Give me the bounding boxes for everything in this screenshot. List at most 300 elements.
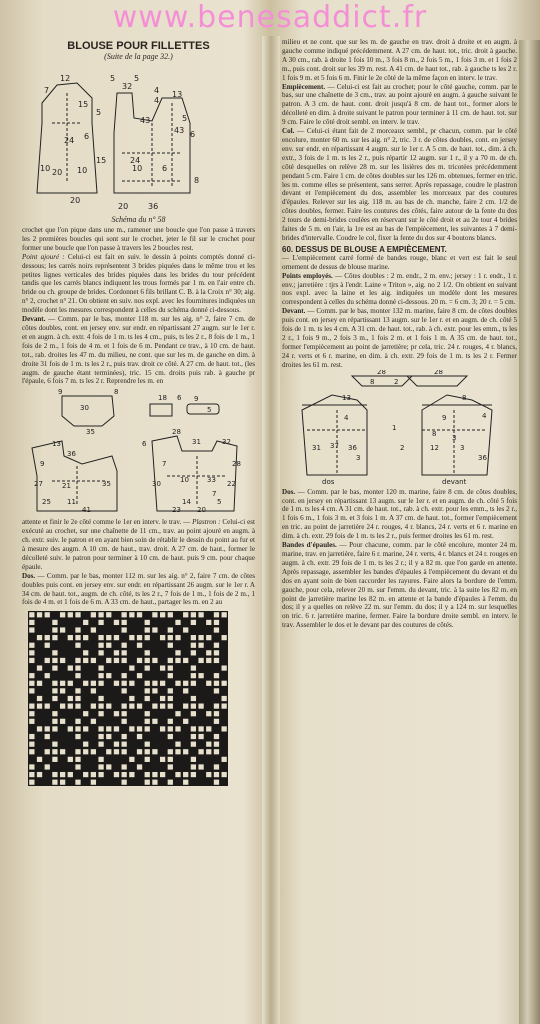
grid-cell: [145, 750, 150, 755]
diagram60-label: 9: [442, 413, 447, 422]
diagram58-label: 5: [110, 74, 116, 83]
grid-cell: [37, 681, 42, 686]
diagram58-label: 7: [44, 86, 50, 95]
grid-cell: [168, 643, 173, 648]
grid-cell: [83, 681, 88, 686]
grid-cell: [75, 757, 80, 762]
grid-cell: [152, 689, 157, 694]
grid-cell: [168, 635, 173, 640]
grid-cell: [145, 696, 150, 701]
grid-cell: [198, 643, 203, 648]
grid-cell: [175, 635, 180, 640]
grid-cell: [37, 727, 42, 732]
grid-cell: [91, 613, 96, 618]
grid-cell: [91, 628, 96, 633]
grid-cell: [114, 711, 119, 716]
grid-cell: [183, 681, 188, 686]
grid-cell: [214, 651, 219, 656]
grid-cell: [29, 750, 34, 755]
grid-cell: [45, 734, 50, 739]
grid-cell: [98, 635, 103, 640]
diagram58-label: 10: [77, 166, 88, 175]
grid-cell: [83, 658, 88, 663]
grid-cell: [98, 727, 103, 732]
grid-cell: [145, 719, 150, 724]
grid-cell: [29, 742, 34, 747]
grid-cell: [152, 628, 157, 633]
grid-cell: [68, 727, 73, 732]
grid-cell: [122, 643, 127, 648]
bandes-label: Bandes d'épaules.: [282, 541, 337, 550]
grid-cell: [198, 673, 203, 678]
diagram2-label: 33: [207, 476, 216, 485]
diagram60-label: 2: [400, 443, 405, 452]
diagram60-label: 4: [344, 413, 349, 422]
dos-label: Dos.: [22, 571, 36, 580]
grid-cell: [98, 666, 103, 671]
diagram2-label: 27: [34, 480, 43, 489]
diagram58-label: 13: [172, 90, 183, 99]
grid-cell: [191, 613, 196, 618]
diagram60-label: 28: [434, 369, 443, 376]
watermark-text: www.benesaddict.fr: [112, 0, 428, 35]
stitch-grid-chart: [28, 611, 228, 786]
grid-cell: [145, 651, 150, 656]
grid-cell: [145, 711, 150, 716]
grid-cell: [37, 757, 42, 762]
diagram2-label: 9: [40, 460, 45, 469]
grid-cell: [214, 643, 219, 648]
grid-cell: [168, 673, 173, 678]
grid-cell: [183, 780, 188, 785]
grid-cell: [60, 613, 65, 618]
diagram60-label: 3: [356, 453, 361, 462]
grid-cell: [191, 620, 196, 625]
grid-cell: [52, 780, 57, 785]
col-label: Col.: [282, 127, 295, 136]
grid-cell: [214, 734, 219, 739]
grid-cell: [168, 750, 173, 755]
grid-cell: [122, 658, 127, 663]
grid-cell: [83, 742, 88, 747]
grid-cell: [98, 704, 103, 709]
diagram60-label: dos: [322, 477, 335, 486]
grid-cell: [45, 750, 50, 755]
diagram58-label: 24: [130, 156, 141, 165]
grid-cell: [29, 704, 34, 709]
grid-cell: [75, 673, 80, 678]
grid-cell: [29, 719, 34, 724]
diagram58-label: 15: [96, 156, 107, 165]
grid-cell: [191, 635, 196, 640]
grid-cell: [29, 673, 34, 678]
col-paragraph: [282, 127, 517, 243]
grid-cell: [222, 757, 227, 762]
grid-cell: [129, 727, 134, 732]
grid-cell: [168, 757, 173, 762]
article-subtitle: (Suite de la page 32.): [104, 52, 173, 61]
grid-cell: [91, 780, 96, 785]
grid-cell: [214, 772, 219, 777]
diagram58-label: 10: [40, 164, 51, 173]
grid-cell: [129, 696, 134, 701]
point-ajoure-label: Point ajouré :: [22, 252, 65, 261]
grid-cell: [206, 635, 211, 640]
grid-cell: [98, 643, 103, 648]
grid-cell: [52, 620, 57, 625]
grid-cell: [145, 666, 150, 671]
diagram60-label: 13: [342, 393, 351, 402]
diagram2-label: 11: [67, 498, 76, 507]
grid-cell: [83, 620, 88, 625]
grid-cell: [98, 765, 103, 770]
grid-cell: [29, 681, 34, 686]
grid-cell: [222, 613, 227, 618]
diagram58-label: 32: [122, 82, 133, 91]
grid-cell: [98, 673, 103, 678]
grid-cell: [29, 628, 34, 633]
grid-cell: [137, 673, 142, 678]
points-employes-label: Points employés.: [282, 271, 333, 280]
grid-cell: [114, 651, 119, 656]
grid-cell: [198, 727, 203, 732]
grid-cell: [122, 719, 127, 724]
grid-cell: [122, 734, 127, 739]
grid-cell: [114, 658, 119, 663]
grid-cell: [191, 757, 196, 762]
grid-cell: [222, 704, 227, 709]
diagram60-label: 1: [392, 423, 397, 432]
grid-cell: [214, 613, 219, 618]
devant-60-text: — Comm. par le bas, monter 132 m. marine, faire 8 cm. de côtes doubles puis cont. en jersey en répartissant 13 augm. sur le 1er r. et en augm. de ch. côté 5 fois de 1 m. ts les 4 cm. A 31 cm. de haut. tot., rab. à ch. extr. pour les emm., ts les 2 r., 1 fois 9 m., 2 fois 3 m., 1 fois 2 m. et 1 fois 1 m. A 35 cm. de haut. tot., former l'empiècement au point de jarretière; pr cela, tric. 24 r. rouges, 4 r. blancs, 24 r. verts et 6 r. marine, en dim. à ch. extr. 29 fois de 1 m. ts les 2 r. Fermer droites les 61 m. rest.: [282, 307, 517, 369]
diagram58-label: 43: [140, 116, 151, 125]
grid-cell: [75, 765, 80, 770]
diagram60-label: 28: [377, 369, 386, 376]
grid-cell: [114, 727, 119, 732]
grid-cell: [160, 613, 165, 618]
grid-cell: [168, 765, 173, 770]
grid-cell: [75, 727, 80, 732]
diagram58-label: 5: [134, 74, 140, 83]
bandes-text: — Pour chacune, comm. par le côté encolure, monter 24 m. marine, trav. en jarretière, faire 6 r. marine, 24 r. verts, 4 r. blancs et 24 r. rouges en augm. à ch. extr. 29 fois de 1 m. ts les 2 r.; il y a 82 m. que l'on garde en attente. Après repassage, assembler les bandes d'épaules à l'empiècement du devant et du dos en ayant soin de bien raccorder les rayures. Faire alors la bordure de l'emm. gauche, pour cela, relever 20 m. sur l'emm. du devant, tric. à la suite les 82 m. en point de jarretière marine les 82 m. en attente et la bande d'épaules à l'emm. du dos; il y a quelles on relève 22 m. sur l'emm. du dos; il y a 124 m. sur lesquelles on tric. 6 r. jarretière marine, fermer. Faire la bordure droite sembl. en interv. le trav. Assembler le dos et le devant par des coutures de côtés.: [282, 541, 517, 630]
grid-cell: [175, 772, 180, 777]
left-column: [22, 38, 255, 1024]
grid-cell: [60, 689, 65, 694]
grid-cell: [83, 727, 88, 732]
grid-cell: [68, 696, 73, 701]
grid-cell: [191, 681, 196, 686]
grid-cell: [37, 704, 42, 709]
pattern-diagram-2: [22, 386, 255, 518]
diagram60-label: 3: [460, 443, 465, 452]
grid-cell: [45, 635, 50, 640]
diagram58-label: 4: [154, 96, 160, 105]
right-column: [282, 38, 517, 1024]
empiecement-paragraph: [282, 83, 517, 128]
grid-cell: [214, 681, 219, 686]
grid-cell: [29, 780, 34, 785]
grid-cell: [206, 658, 211, 663]
grid-cell: [106, 734, 111, 739]
grid-cell: [52, 681, 57, 686]
grid-cell: [52, 658, 57, 663]
diagram58-label: 4: [154, 86, 160, 95]
diagram2-label: 28: [232, 460, 241, 469]
grid-cell: [160, 704, 165, 709]
pattern-diagram-60: [282, 370, 517, 488]
diagram58-label: 15: [78, 100, 89, 109]
devant-paragraph: [22, 315, 255, 386]
diagram2-label: 13: [52, 440, 61, 449]
grid-cell: [160, 757, 165, 762]
grid-cell: [160, 772, 165, 777]
diagram58-label: 36: [148, 202, 159, 211]
grid-cell: [106, 765, 111, 770]
grid-cell: [152, 750, 157, 755]
grid-cell: [91, 719, 96, 724]
diagram60-label: 31: [312, 443, 321, 452]
grid-cell: [106, 643, 111, 648]
grid-cell: [222, 635, 227, 640]
grid-cell: [191, 696, 196, 701]
diagram2-label: 6: [142, 440, 147, 449]
grid-cell: [183, 719, 188, 724]
grid-cell: [183, 628, 188, 633]
plastron-text: Celui-ci est exécuté au crochet, sur une chaînette de 11 cm., trav. au point ajouré en augm. à ch. extr. suiv. le patron et en ayant bien soin de rétablir le dessin du point au fur et à mesure des augm. A 10 cm. de haut., trav. droit. A 27 cm. de haut., former le décolleté suiv. le patron pour terminer à 10 cm. de haut. puis 9 cm. pour chaque épaule.: [22, 518, 255, 571]
grid-cell: [175, 727, 180, 732]
diagram58-label: 6: [162, 164, 168, 173]
grid-cell: [137, 613, 142, 618]
grid-cell: [29, 658, 34, 663]
section-heading-60: 60. DESSUS DE BLOUSE A EMPIÈCEMENT.: [282, 244, 447, 254]
grid-cell: [214, 628, 219, 633]
grid-cell: [114, 620, 119, 625]
grid-cell: [75, 719, 80, 724]
grid-cell: [206, 681, 211, 686]
grid-cell: [137, 750, 142, 755]
grid-cell: [106, 613, 111, 618]
diagram2-label: 20: [197, 506, 206, 515]
grid-cell: [45, 704, 50, 709]
diagram60-label: 8: [370, 377, 375, 386]
grid-cell: [168, 689, 173, 694]
grid-cell: [122, 613, 127, 618]
grid-cell: [29, 620, 34, 625]
grid-cell: [122, 681, 127, 686]
grid-cell: [198, 704, 203, 709]
grid-cell: [122, 628, 127, 633]
grid-cell: [129, 704, 134, 709]
diagram2-label: 32: [222, 438, 231, 447]
grid-cell: [45, 613, 50, 618]
grid-cell: [37, 613, 42, 618]
diagram58-label: 12: [60, 74, 71, 83]
devant-text: — Comm. par le bas, monter 118 m. sur les aig. n° 2, faire 7 cm. de côtes doubles, cont. en jersey env. sur endr. en répartissant 27 augm. sur le 1er r. et en augm. à ch. extr. 4 fois de 1 m. ts les 4 cm., puis, ts les 2 r., 8 fois de 1 m., 1 fois de 2 m., 1 fois de 4 m. et 1 fois de 6 m. Pendant ce trav., à 10 cm. de haut. tot., rab. droites les 47 m. du milieu, ne cont. que sur les m. de gauche en dim. à droite 31 fois de 1 m. ts les 2 r., puis trav. droit ce côté. A 27 cm. de haut. tot., (les augm. de gauche étant terminées), tric. 15 cm. droits puis rab. à gauche pr l'épaule, 6 fois 7 m. ts les 2 r. Reprendre les m. en: [22, 315, 255, 386]
grid-cell: [168, 704, 173, 709]
grid-cell: [122, 673, 127, 678]
grid-cell: [145, 780, 150, 785]
grid-cell: [168, 719, 173, 724]
grid-cell: [91, 772, 96, 777]
grid-cell: [75, 666, 80, 671]
diagram60-label: devant: [442, 477, 467, 486]
grid-cell: [114, 635, 119, 640]
pattern-diagram-58: [22, 63, 255, 213]
grid-cell: [45, 673, 50, 678]
grid-cell: [75, 643, 80, 648]
grid-cell: [175, 651, 180, 656]
diagram2-label: 30: [152, 480, 161, 489]
grid-cell: [137, 643, 142, 648]
grid-cell: [214, 658, 219, 663]
grid-cell: [152, 772, 157, 777]
grid-cell: [75, 704, 80, 709]
grid-cell: [98, 620, 103, 625]
grid-cell: [222, 681, 227, 686]
grid-cell: [75, 689, 80, 694]
grid-cell: [214, 689, 219, 694]
grid-cell: [183, 750, 188, 755]
diagram58-label: 24: [64, 136, 75, 145]
grid-cell: [129, 613, 134, 618]
grid-cell: [52, 696, 57, 701]
grid-cell: [60, 719, 65, 724]
diagram60-label: 37: [330, 441, 339, 450]
grid-cell: [129, 772, 134, 777]
grid-cell: [98, 734, 103, 739]
grid-cell: [91, 681, 96, 686]
grid-cell: [206, 620, 211, 625]
diagram2-label: 10: [180, 476, 189, 485]
grid-cell: [214, 704, 219, 709]
grid-cell: [60, 772, 65, 777]
diagram60-label: 2: [394, 377, 399, 386]
grid-cell: [160, 666, 165, 671]
diagram2-label: 35: [102, 480, 111, 489]
grid-cell: [222, 696, 227, 701]
grid-cell: [145, 658, 150, 663]
col-text: — Celui-ci étant fait de 2 morceaux sembl., pr chacun, comm. par le côté encolure, monter 60 m. sur les aig. n° 2, tric. 3 r. de côtes doubles, cont. en jersey env. sur endr. en répartissant 4 augm. sur le 1er r. A 5 cm. de haut. tot., dim. à ch. extr., 3 fois de 1 m. ts les 2 r., puis répartir 12 augm. sur 1 r., il y a 70 m. de ch. côté desquelles on relève 28 m. sur les lisières des m. tricotées précédemment pendant 5 cm. Faire 1 cm. de côtes doubles sur les 126 m. obtenues, fermer en tric. les m. comme elles se présentent, sans serrer. Après repassage, coudre le plastron devant et l'empiècement du dos, assembler les morceaux par des coutures d'épaules. Relever sur les aig. 118 m. au bas de ch. manche, faire 2 cm. 1/2 de côtes doubles, fermer. Faire les coutures des côtés, faire autour de la fente du dos 2 tours de demi-brides coulées en réservant sur le côté droit et au 2e tour 4 brides faites de 5 m. en l'air, la 1re est au bas de l'empiècement, les suivantes à 7 demi-brides d'intervalle. Coudre le col, fixer la fente du dos sur 4 boutons blancs.: [282, 127, 518, 242]
diagram-caption: Schéma du n° 58: [111, 215, 166, 224]
plastron-lead: attente et finir le 2e côté comme le 1er en interv. le trav. —: [22, 518, 191, 527]
point-ajoure-text: Celui-ci est fait en suiv. le dessin à points comptés donné ci-dessous; les carrés noirs représentent 3 brides piquées dans le même trou et les petites lignes verticales des brides piquées dans les brides du tour précédent tandis que les carrés blancs indiquent les trous formés par 1 m. en l'air entre ch. bride ou ch. groupe de brides. Cordonnet 6 fils brillant C. B. à la Croix n° 30; aig. n° 2, crochet n° 21. On obtient en suiv. nos expl. avec les fournitures indiquées un modèle dont les mesures correspondent à celles du schéma donné ci-dessous.: [22, 252, 255, 315]
book-spine: [262, 36, 280, 1024]
article-title: BLOUSE POUR FILLETTES: [67, 40, 210, 52]
grid-cell: [206, 750, 211, 755]
grid-cell: [145, 628, 150, 633]
diagram60-label: 36: [478, 453, 487, 462]
diagram2-label: 5: [207, 406, 212, 415]
grid-cell: [222, 772, 227, 777]
bandes-paragraph: [282, 541, 517, 630]
grid-cell: [152, 658, 157, 663]
grid-cell: [214, 742, 219, 747]
grid-cell: [137, 734, 142, 739]
grid-cell: [52, 727, 57, 732]
grid-cell: [160, 696, 165, 701]
grid-cell: [68, 635, 73, 640]
diagram58-label: 43: [174, 126, 185, 135]
grid-cell: [45, 658, 50, 663]
dos-text: — Comm. par le bas, monter 112 m. sur les aig. n° 2, faire 7 cm. de côtes doubles puis cont. en jersey env. sur endr. en répartissant 26 augm. sur le 1er r. A 34 cm. de haut. tot., augm. de ch. côté, ts les 2 r., 7 fois de 1 m., 1 fois de 2 m., 1 fois de 4 m. et 1 fois de 6 m. A 33 cm. de haut., partager les m. en 2 au: [22, 571, 255, 607]
grid-cell: [183, 689, 188, 694]
grid-cell: [175, 742, 180, 747]
grid-cell: [98, 742, 103, 747]
grid-cell: [114, 681, 119, 686]
grid-cell: [29, 734, 34, 739]
grid-cell: [45, 643, 50, 648]
grid-cell: [122, 742, 127, 747]
grid-cell: [75, 696, 80, 701]
grid-cell: [129, 681, 134, 686]
grid-cell: [206, 742, 211, 747]
grid-cell: [106, 704, 111, 709]
grid-cell: [60, 628, 65, 633]
diagram2-label: 7: [162, 460, 167, 469]
empiecement-text: — Celui-ci est fait au crochet; pour le côté gauche, comm. par le bas, sur une chaînette de 3 cm., trav. au point ajouré en augm. à gauche suivant le patron. A 3 cm. de haut. cont. droit jusqu'à 8 cm. de haut tot., former alors le décolleté en dim. à droite suivant le patron pour terminer à 11 cm. de haut. tot. sur 9 cm. Faire le côté droit sembl. en interv. le trav.: [282, 82, 517, 127]
diagram2-label: 14: [182, 498, 191, 507]
diagram60-label: 3: [452, 433, 457, 442]
diagram60-label: 12: [430, 443, 439, 452]
grid-cell: [214, 750, 219, 755]
diagram2-label: 5: [217, 498, 222, 507]
grid-cell: [175, 750, 180, 755]
grid-cell: [198, 750, 203, 755]
grid-cell: [60, 704, 65, 709]
grid-cell: [52, 635, 57, 640]
grid-cell: [52, 711, 57, 716]
grid-cell: [122, 772, 127, 777]
grid-cell: [214, 620, 219, 625]
empiecement-intro-paragraph: — L'empiècement carré formé de bandes rouge, blanc et vert est fait le seul ornement de dessus de blouse marine.: [282, 253, 517, 271]
grid-cell: [206, 727, 211, 732]
grid-cell: [106, 635, 111, 640]
diagram2-label: 31: [192, 438, 201, 447]
grid-cell: [29, 651, 34, 656]
grid-cell: [52, 742, 57, 747]
grid-cell: [206, 651, 211, 656]
grid-cell: [214, 711, 219, 716]
grid-cell: [198, 765, 203, 770]
diagram2-label: 22: [227, 480, 236, 489]
grid-cell: [29, 643, 34, 648]
diagram2-label: 30: [80, 404, 89, 413]
grid-cell: [60, 681, 65, 686]
diagram2-label: 25: [42, 498, 51, 507]
grid-cell: [122, 780, 127, 785]
grid-cell: [137, 704, 142, 709]
grid-cell: [114, 772, 119, 777]
grid-cell: [191, 734, 196, 739]
grid-cell: [60, 750, 65, 755]
grid-cell: [29, 765, 34, 770]
grid-cell: [160, 635, 165, 640]
grid-cell: [75, 734, 80, 739]
devant-label: Devant.: [22, 315, 46, 324]
grid-cell: [191, 704, 196, 709]
grid-cell: [52, 772, 57, 777]
grid-cell: [122, 765, 127, 770]
devant-60-paragraph: [282, 307, 517, 369]
plastron-label: Plastron :: [192, 518, 221, 527]
grid-cell: [206, 711, 211, 716]
grid-cell: [29, 613, 34, 618]
grid-cell: [191, 727, 196, 732]
grid-cell: [68, 666, 73, 671]
grid-cell: [137, 765, 142, 770]
diagram58-label: 5: [182, 114, 188, 123]
grid-cell: [191, 765, 196, 770]
